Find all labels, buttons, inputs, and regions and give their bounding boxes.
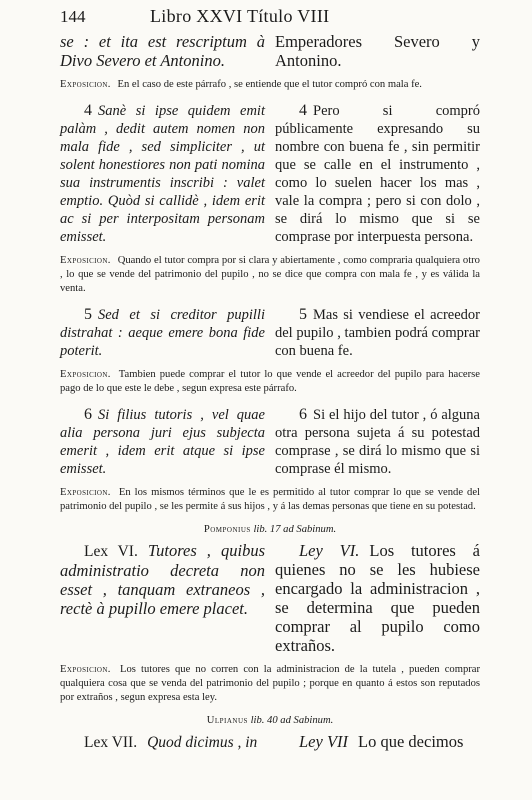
exposicion-text: En los mismos términos que le es permitido al tutor comprar lo que se vende del patrimonio del pupilo , se les permite á sus hijos , y á las demas personas que tiene en su potestad. <box>60 487 480 512</box>
spanish-text: Emperadores Severo y Antonino. <box>275 32 480 70</box>
lex-label: Lex VII. <box>84 734 138 751</box>
spanish-text: Mas si vendiese el acreedor del pupilo , tambien podrá comprar con buena fe. <box>275 307 480 359</box>
source-author: Pomponius <box>203 524 251 535</box>
parallel-row-lex-6 <box>60 541 480 655</box>
source-citation <box>60 715 480 726</box>
exposicion-text: Tambien puede comprar el tutor lo que vende el acreedor del pupilo para hacerse pago de lo que este le debe , segun expresa este párrafo. <box>60 369 480 394</box>
paragraph-number: 6 <box>299 406 307 423</box>
exposicion-commentary <box>60 78 480 92</box>
source-citation <box>60 524 480 535</box>
parallel-row-paragraph-6 <box>60 406 480 478</box>
spanish-text: Lo que decimos <box>358 732 464 751</box>
exposicion-label: Exposicion. <box>60 79 111 90</box>
ley-label: Ley VII <box>299 732 349 751</box>
exposicion-commentary <box>60 663 480 705</box>
latin-paragraph <box>60 102 265 246</box>
spanish-text: Si el hijo del tutor , ó alguna otra persona sujeta á su potestad comprase , se dirá lo mismo que si comprase él mismo. <box>275 407 480 477</box>
page-number: 144 <box>60 7 86 26</box>
spanish-paragraph <box>275 732 480 752</box>
spanish-paragraph <box>275 102 480 246</box>
exposicion-label: Exposicion. <box>60 664 111 675</box>
spanish-paragraph <box>275 541 480 655</box>
lex-label: Lex VI. <box>84 543 138 560</box>
source-author: Ulpianus <box>206 715 248 726</box>
latin-paragraph <box>60 406 265 478</box>
spanish-paragraph <box>275 306 480 360</box>
spanish-paragraph <box>275 406 480 478</box>
paragraph-number: 4 <box>84 102 92 119</box>
paragraph-number: 6 <box>84 406 92 423</box>
parallel-row-paragraph-4 <box>60 102 480 246</box>
latin-text: Sanè si ipse quidem emit palàm , dedit autem nomen non mala fide , sed simpliciter , ut solent honestiores non pati nomina sua instrumentis inscribi : valet emptio. Quòd si callidè , idem erit ac si per interpositam personam emisset. <box>60 103 265 245</box>
spanish-text: Pero si compró públicamente expresando su nombre con buena fe , sin permitir que se calle en el instrumento , como lo suelen hacer los mas , vale la compra ; pero si con dolo , se dirá lo mismo que si se comprase por interpuesta persona. <box>275 103 480 245</box>
latin-paragraph <box>60 541 265 655</box>
exposicion-text: Los tutores que no corren con la administracion de la tutela , pueden comprar qualquiera cosa que se venda del patrimonio del pupilo ; porque en quanto á estos son reputados por extraños , segun expresa esta ley. <box>60 664 480 703</box>
paragraph-number: 4 <box>299 102 307 119</box>
parallel-row-paragraph-5 <box>60 306 480 360</box>
spanish-text: Los tutores á quienes no se les hubiese encargado la administracion , se determina que pueden comprar al pupilo como extraños. <box>275 541 480 655</box>
exposicion-label: Exposicion. <box>60 255 111 266</box>
exposicion-label: Exposicion. <box>60 487 111 498</box>
latin-paragraph <box>60 306 265 360</box>
exposicion-text: En el caso de este párrafo , se entiende que el tutor compró con mala fe. <box>117 79 422 90</box>
paragraph-number: 5 <box>84 306 92 323</box>
running-title: Libro XXVI Título VIII <box>150 6 330 26</box>
source-reference: lib. 40 ad Sabinum. <box>250 715 334 726</box>
exposicion-commentary <box>60 368 480 396</box>
latin-text: Quod dicimus , in <box>147 734 258 751</box>
latin-paragraph <box>60 732 265 752</box>
exposicion-commentary <box>60 254 480 296</box>
paragraph-number: 5 <box>299 306 307 323</box>
exposicion-text: Quando el tutor compra por si clara y abiertamente , como compraria qualquiera otro , lo que se vende del patrimonio del pupilo , no se dice que compra con mala fe , y es válida la venta. <box>60 255 480 294</box>
latin-text: se : et ita est rescriptum à Divo Severo et Antonino. <box>60 32 265 70</box>
parallel-row-lex-7 <box>60 732 480 752</box>
ley-label: Ley VI. <box>299 541 360 560</box>
latin-text: Sed et si creditor pupilli distrahat : aeque emere bona fide poterit. <box>60 307 265 359</box>
parallel-row-continuation <box>60 32 480 70</box>
exposicion-commentary <box>60 486 480 514</box>
page-header <box>60 6 480 32</box>
latin-text: Tutores , quibus administratio decreta non esset , tanquam extraneos , rectè à pupillo emere placet. <box>60 541 265 618</box>
source-reference: lib. 17 ad Sabinum. <box>253 524 337 535</box>
book-page <box>60 6 480 752</box>
latin-text: Si filius tutoris , vel quae alia persona juri ejus subjecta emerit , idem erit atque si ipse emisset. <box>60 407 265 477</box>
exposicion-label: Exposicion. <box>60 369 111 380</box>
